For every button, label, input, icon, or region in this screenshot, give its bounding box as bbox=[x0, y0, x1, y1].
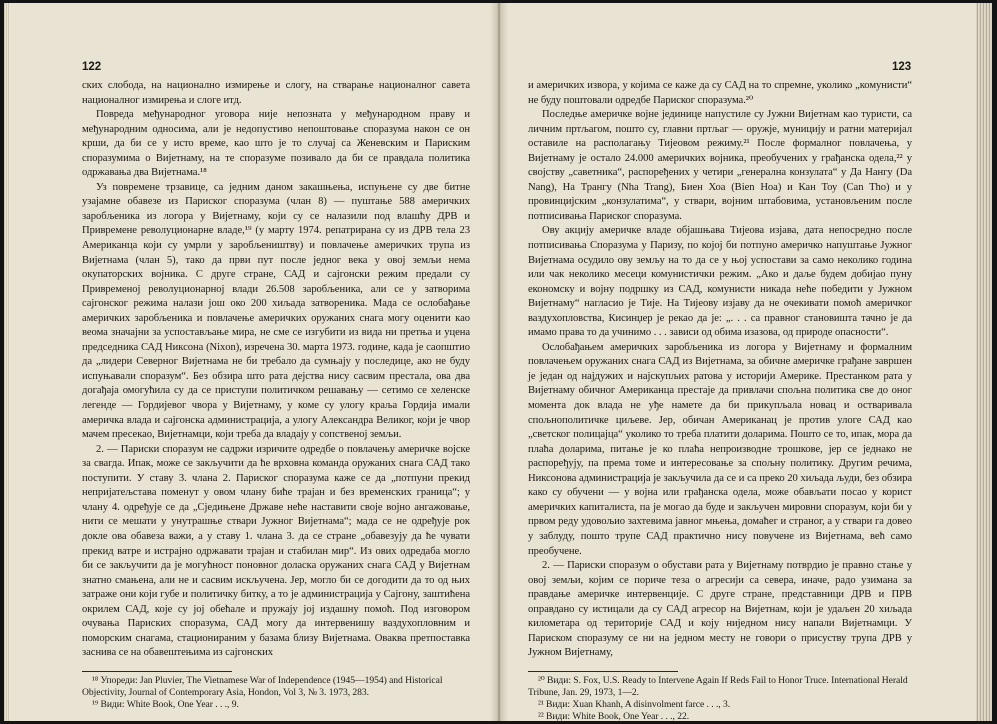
left-text-block bbox=[82, 79, 470, 711]
paragraph: Последње америчке војне јединице напустиле су Јужни Вијетнам као туристи, са личним пртљагом, пошто су, главни пртљаг — оружје, муницију и ратни материјал оставиле на располагању Тијеовом режиму.²¹ После формалног повлачења, у Вијетнаму је остало 24.000 америчких војника, преобучених у грађанска одела,²² у својству „саветника“, распоређених у четири „генерална конзулата“ у Да Нангу (Da Nang), На Трангу (Nha Trang), Биен Хоа (Bien Hoa) и Кан Тоу (Can Tho) и у провинцијским „конзулатима“, у ствари, војним штабовима, установљеним после потписивања Париског споразума. bbox=[528, 109, 912, 222]
footnotes bbox=[528, 675, 912, 721]
right-page bbox=[506, 3, 992, 721]
footnote-rule bbox=[82, 671, 232, 672]
footnote: ¹⁸ Упореди: Jan Pluvier, The Vietnamese War of Independence (1945—1954) and Historical Objectivity, Journal of Contemporary Asia, Hondon, Vol 3, № 3. 1973, 283. bbox=[82, 674, 443, 699]
footnotes bbox=[82, 675, 470, 712]
left-page bbox=[4, 3, 492, 721]
paragraph: и америчких извора, у којима се каже да су САД на то спремне, уколико „комунисти“ не буду поштовали одредбе Париског споразума.²⁰ bbox=[528, 80, 912, 106]
footnote: ²⁰ Види: S. Fox, U.S. Ready to Intervene Again If Reds Fail to Honor Truce. International Herald Tribune, Jan. 29, 1973, 1—2. bbox=[528, 674, 908, 699]
paragraph: Уз повремене трзавице, са једним даном закашњења, испуњене су две битне узајамне обавезе из Париског споразума (члан 8) — пуштање 588 америчких заробљеника из логора у Вијетнаму, који су се налазили под влашћу ДРВ и Привремене револуционарне владе,¹⁹ (у марту 1974. репатрирана су из ДРВ тела 23 Американца који су умрли у заробљеништву) и повлачење америчких трупа из Вијетнама (члан 5), тако да први пут после једног века у овој земљи нема окупаторских војника. С друге стране, САД и сајгонски режим предали су Привременој револуционарној влади 26.508 заробљеника, али се у затворима сајгонског режима налази још око 200 хиљада затвореника. Мада се ослобађање америчких заробљеника и повлачење америчких оружаних снага могу оценити као веома значајни за успостављање мира, не сме се изгубити из вида ни претња и уцена председника САД Никсона (Nixon), изречена 30. марта 1973. године, када је саопштио да „лидери Северног Вијетнама не би требало да сумњају у последице, ако не буду испуњавали споразум“. Без обзира што рата дејства нису сасвим престала, ова два догађаја омогућила су да се приступи политичком решавању — сетимо се хеленске легенде — Гордијевог чвора у Вијетнаму, у коме су улогу краља Гордија имали америчка влада и сајгонска администрација, а улогу Александра Великог, који је чвор мачем пресекао, Вијетнамци, који треба да владају у сопственој земљи. bbox=[82, 181, 470, 441]
book-spread bbox=[4, 3, 992, 721]
page-number: 122 bbox=[82, 61, 102, 73]
paragraph: 2. — Париски споразум не садржи изричите одредбе о повлачењу америчке војске за свагда. Ипак, може се закључити да ће врховна команда оружаних снага САД тако поступити. У ставу 3. члана 2. Париског споразума каже се да „потпуни прекид непријатељстава поменут у овом члану биће трајан и без временских граница“; у члану 4. одређује се да „Сједињене Државе неће наставити своје војно ангажовање, нити се мешати у унутрашње ствари Јужног Вијетнама“; мада се не одређује рок докле ова обавеза важи, а у ставу 1. члана 3. да се стране „обавезују да ће чувати прекид ватре и истрајно одржавати трајан и стабилан мир“. Из ових одредаба могло би се закључити да је могућност поновног доласка оружаних снага САД у Вијетнам знатно смањена, али не и сасвим искључена. Јер, могло би се догодити да то од њих затраже они који губе и политичку битку, а то је администрација у Сајгону, заштићена окрилем САД, које су јој обећале и пружају јој издашну помоћ. Под изговором очувања Париских споразума, САД могу да интервенишу ваздухопловним и поморским снагама, стационираним у базама близу Вијетнама. Оваква претпоставка заснива се на обавештењима из сајгонских bbox=[82, 443, 470, 659]
paragraph: Ову акцију америчке владе објашњава Тијеова изјава, дата непосредно после потписивања Споразума у Паризу, по којој би потпуно америчко напуштање Јужног Вијетнама осудило ову земљу на то да се у њој успостави за само неколико година или чак неколико месеци комунистички режим. „Ако и даље будем добијао пуну економску и војну подршку из САД, комунисти никада неће победити у Јужном Вијетнаму“ нагласио је Тије. На Тијеову изјаву да не очекивати помоћ америчког ваздухопловства, Кисинџер је рекао да је: „. . . са правног становишта тачно је да имамо права то да учинимо . . . зависи од обима изазова, од природе опасности“. bbox=[528, 225, 912, 339]
paragraph: Ослобађањем америчких заробљеника из логора у Вијетнаму и формалним повлачењем оружаних снага САД из Вијетнама, за обичне америчке грађане завршен је један од најдужих и најскупљих ратова у историји Америке. Престанком рата у Вијетнаму обичног Американца престаје да привлачи спољна политика све до оног момента док влада не уђе намете да би прикупљала новац и остваривала спољнополитичке циљеве. Јер, обичан Американац је против улоге САД као „светског полицајца“ уколико то треба платити доларима. Пошто се то, ипак, мора да плаћа доларима, питање је ко плаћа непроизводне трошкове, јер се једнако не распоређују, па према томе и интересовање за спољну политику. Другим речима, Никсонова администрација је закључила да се и са преко 20 хиљада људи, без обзира како су обучени — у војна или грађанска одела, може обављати посао у корист америчких капиталиста, па је могао да буде и закључен мировни споразум, који би у првом реду удовољио захтевима јавног мњења, домаћег и страног, а у ствари га довео у заблуду, пошто трупе САД практично нису повучене из Вијетнама, већ само преобучене. bbox=[528, 341, 912, 557]
footnote-rule bbox=[528, 671, 678, 672]
right-text-block bbox=[528, 79, 912, 721]
paragraph: ских слобода, на национално измирење и слогу, на стварање националног савета националног измирења и слоге итд. bbox=[82, 80, 470, 106]
page-edges-right bbox=[976, 3, 992, 721]
footnote: ¹⁹ Види: White Book, One Year . . ., 9. bbox=[92, 699, 239, 711]
paragraph: Повреда међународног уговора није непозната у међународном праву и међународним односима, али је недопустиво непоштовање споразума након се он крши, да би се у исто време, као што је то случај са Женевским и Париским споразумима о Вијетнаму, на те споразуме позивало да би се правдала политика одржавања два Вијетнама.¹⁸ bbox=[82, 109, 470, 179]
page-number: 123 bbox=[892, 61, 912, 73]
paragraph: 2. — Париски споразум о обустави рата у Вијетнаму потврдио је правно стање у овој земљи, којим се пориче теза о агресији са севера, иначе, радо узимана за правдање америчке интервенције. С друге стране, представници ДРВ и ПРВ оправдано су истицали да су САД агресор на Вијетнам, који је удаљен 20 хиљада километара од територије САД и коју ниједном нису напали Вијетнамци. У Париском споразуму се ни на једном месту не говори о присуству трупа ДРВ у Јужном Вијетнаму, bbox=[528, 560, 912, 659]
footnote: ²¹ Види: Xuan Khanh, A disinvolment farce . . ., 3. bbox=[538, 699, 731, 711]
footnote: ²² Види: White Book, One Year . . ., 22. bbox=[538, 711, 690, 721]
